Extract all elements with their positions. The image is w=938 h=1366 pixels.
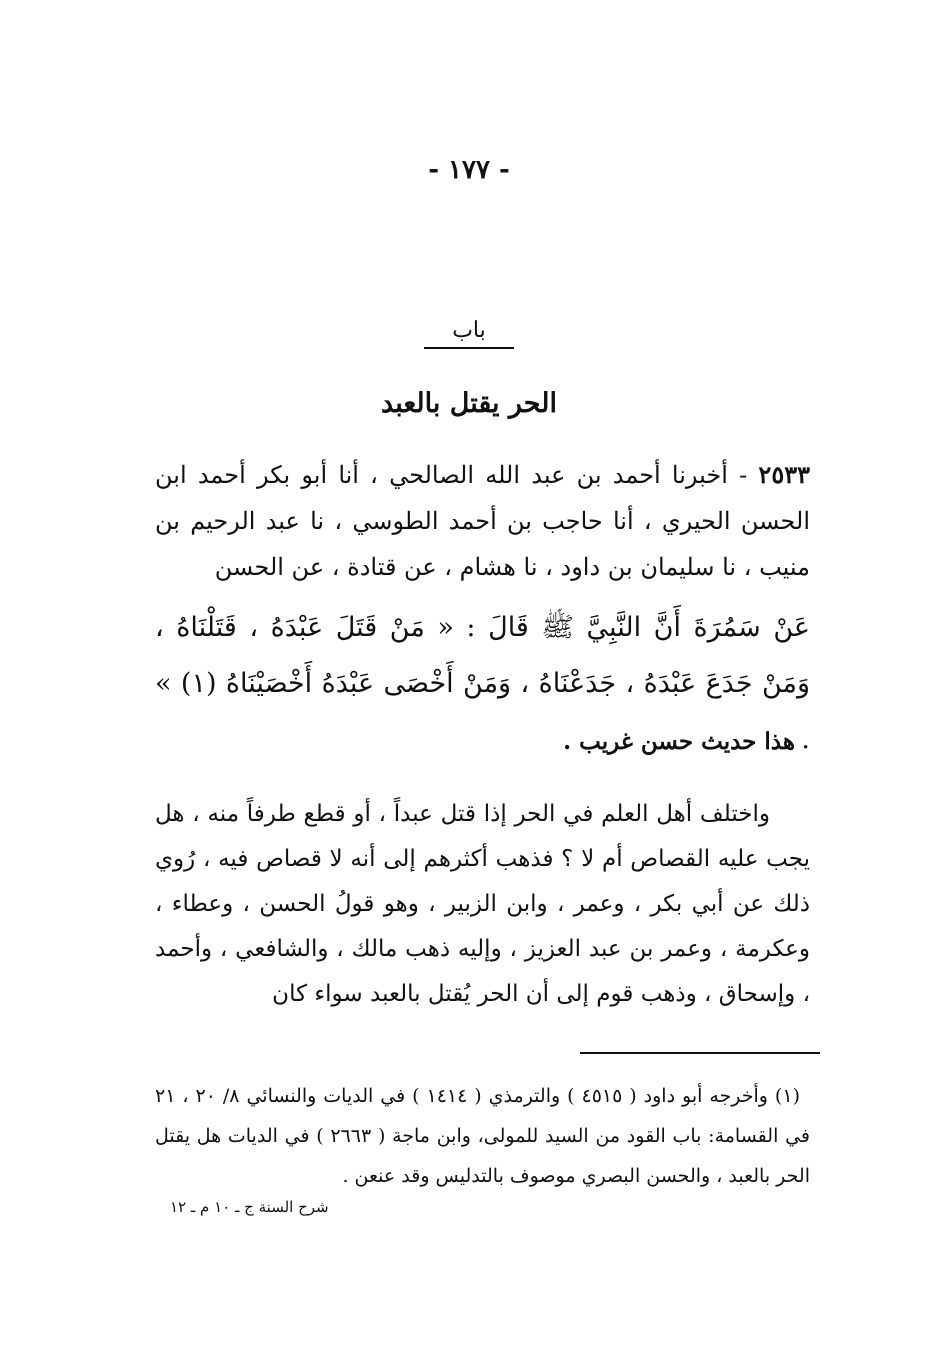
commentary-text: واختلف أهل العلم في الحر إذا قتل عبداً ، أو قطع طرفاً منه ، هل يجب عليه القصاص أم لا ؟ فذهب أكثرهم إلى أنه لا قصاص فيه ، رُوي ذلك عن أبي بكر ، وعمر ، وابن الزبير ، وهو قولُ الحسن ، وعطاء ، وعكرمة ، وعمر بن عبد العزيز ، وإليه ذهب مالك ، والشافعي ، وأحمد ، وإسحاق ، وذهب قوم إلى أن الحر يُقتل بالعبد سواء كان — [155, 801, 810, 1007]
chapter-label — [0, 318, 938, 349]
page-number: - ١٧٧ - — [428, 155, 510, 185]
hadith-number: ٢٥٣٣ — [758, 460, 810, 489]
isnad-paragraph — [155, 452, 810, 590]
isnad-text: - أخبرنا أحمد بن عبد الله الصالحي ، أنا أبو بكر أحمد ابن الحسن الحيري ، أنا حاجب بن أحمد الطوسي ، نا عبد الرحيم بن منيب ، نا سليمان بن داود ، نا هشام ، عن قتادة ، عن الحسن — [155, 461, 810, 581]
hadith-text: عَنْ سَمُرَةَ أَنَّ النَّبِيَّ ﷺ قَالَ : « مَنْ قَتَلَ عَبْدَهُ ، قَتَلْنَاهُ ، وَمَنْ جَدَعَ عَبْدَهُ ، جَدَعْنَاهُ ، وَمَنْ أَخْصَى عَبْدَهُ أَخْصَيْنَاهُ (١) » . — [155, 612, 810, 755]
footnote-text: (١) وأخرجه أبو داود ( ٤٥١٥ ) والترمذي ( ١٤١٤ ) في الديات والنسائي ٨/ ٢٠ ، ٢١ في القسامة: باب القود من السيد للمولى، وابن ماجة ( ٢٦٦٣ ) في الديات هل يقتل الحر بالعبد ، والحسن البصري موصوف بالتدليس وقد عنعن . — [155, 1085, 810, 1187]
footnote — [155, 1076, 810, 1196]
commentary-paragraph — [155, 792, 810, 1017]
hadith-grade: هذا حديث حسن غريب . — [563, 728, 795, 755]
footnote-divider — [580, 1052, 820, 1054]
printer-signature: شرح السنة ج ـ ١٠ م ـ ١٢ — [170, 1198, 329, 1216]
chapter-label-text: باب — [424, 318, 514, 349]
chapter-title: الحر يقتل بالعبد — [381, 388, 557, 419]
